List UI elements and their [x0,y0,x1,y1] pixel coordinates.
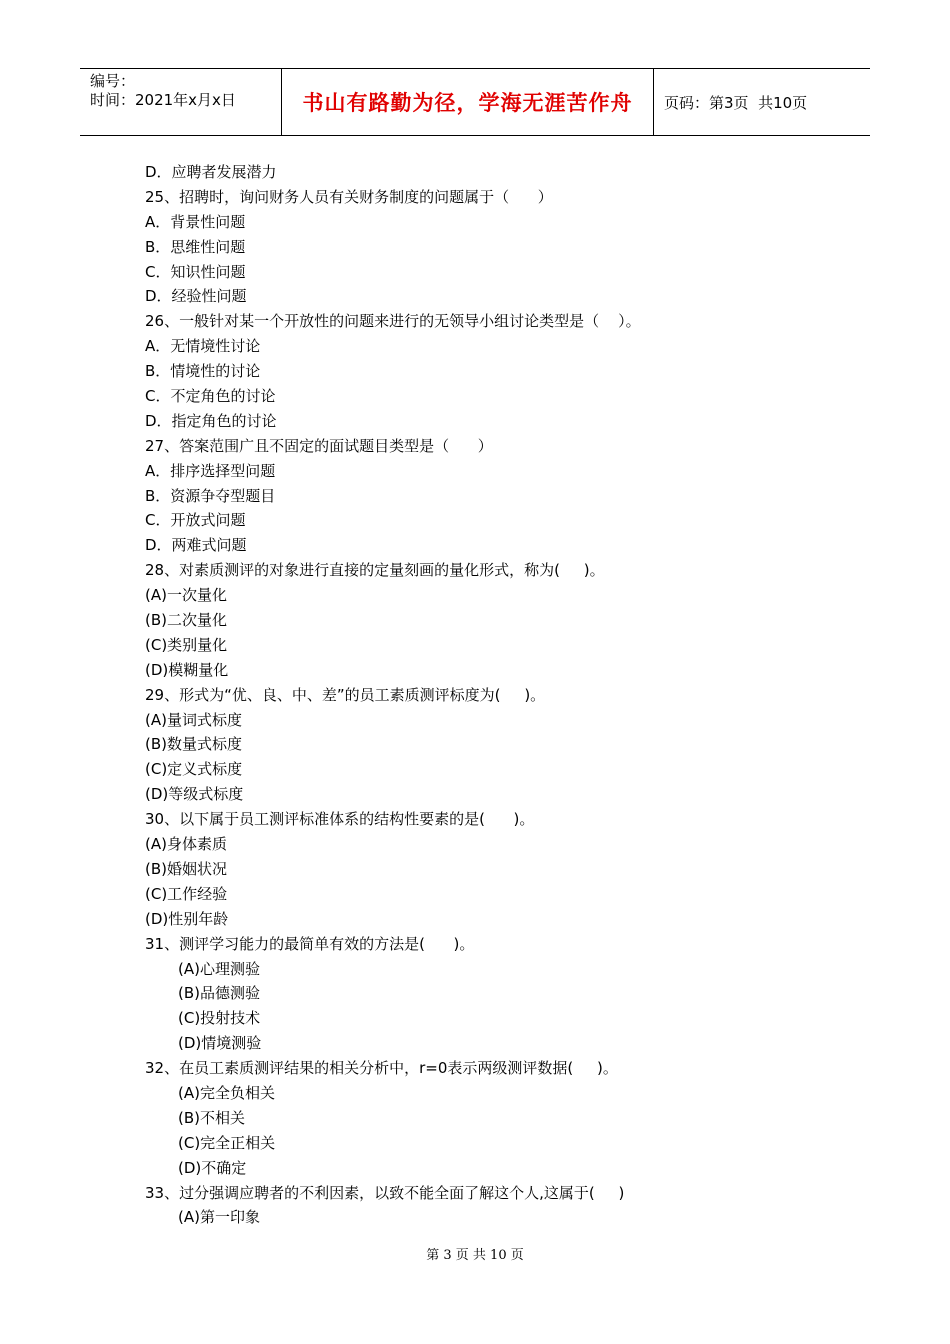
text-line: A．无情境性讨论 [145,337,261,356]
text-line: C．不定角色的讨论 [145,387,276,406]
header-motto: 书山有路勤为径，学海无涯苦作舟 [282,69,654,135]
text-line: (A)身体素质 [145,835,227,854]
text-line: (C)投射技术 [178,1009,261,1028]
text-line: (C)工作经验 [145,884,228,903]
document-number-label: 编号： [90,72,136,90]
text-line: D．指定角色的讨论 [145,411,277,430]
text-line: C．开放式问题 [145,511,246,530]
text-line: (A)第一印象 [178,1208,260,1227]
text-line: (B)品德测验 [178,984,260,1003]
text-line: A．排序选择型问题 [145,461,276,480]
text-line: C．知识性问题 [145,262,246,281]
text-line: (A)心理测验 [178,959,260,978]
text-line: (C)定义式标度 [145,760,243,779]
text-line: (D)不确定 [178,1158,247,1177]
text-line: 32、在员工素质测评结果的相关分析中，r=0表示两级测评数据( )。 [145,1059,618,1078]
text-line: (C)类别量化 [145,635,228,654]
text-line: D．经验性问题 [145,287,247,306]
text-line: 27、答案范围广且不固定的面试题目类型是（ ） [145,436,493,455]
text-line: 29、形式为“优、良、中、差”的员工素质测评标度为( )。 [145,685,546,704]
header-meta [80,69,282,135]
text-line: B．思维性问题 [145,237,246,256]
page-header [80,68,870,136]
text-line: D．应聘者发展潜力 [145,163,277,181]
text-line: B．情境性的讨论 [145,362,261,381]
text-line: (D)情境测验 [178,1034,262,1053]
text-line: (B)不相关 [178,1108,245,1127]
document-date-label: 时间：2021年x月x日 [90,91,236,109]
text-line: (D)等级式标度 [145,785,244,804]
page-footer: 第 3 页 共 10 页 [426,1248,524,1263]
text-line: 31、测评学习能力的最简单有效的方法是( )。 [145,934,475,953]
text-line: B．资源争夺型题目 [145,486,276,505]
text-line: (A)量词式标度 [145,710,242,729]
text-line: (B)婚姻状况 [145,859,227,878]
text-line: D．两难式问题 [145,536,247,555]
text-line: 26、一般针对某一个开放性的问题来进行的无领导小组讨论类型是（ ）。 [145,312,641,331]
text-line: 25、招聘时，询问财务人员有关财务制度的问题属于（ ） [145,187,553,206]
document-body [145,160,845,1230]
text-line: (B)数量式标度 [145,735,242,754]
text-line: 33、过分强调应聘者的不利因素，以致不能全面了解这个人,这属于( ) [145,1183,625,1202]
text-line: (A)完全负相关 [178,1083,275,1102]
text-line: (B)二次量化 [145,611,227,630]
header-page-info: 页码：第3页 共10页 [664,93,808,112]
text-line: 30、以下属于员工测评标准体系的结构性要素的是( )。 [145,810,535,829]
text-line: (A)一次量化 [145,586,227,605]
text-line: 28、对素质测评的对象进行直接的定量刻画的量化形式，称为( )。 [145,561,605,580]
text-line: (C)完全正相关 [178,1133,276,1152]
text-line: (D)模糊量化 [145,660,229,679]
text-line: A．背景性问题 [145,212,246,231]
text-line: (D)性别年龄 [145,909,229,928]
